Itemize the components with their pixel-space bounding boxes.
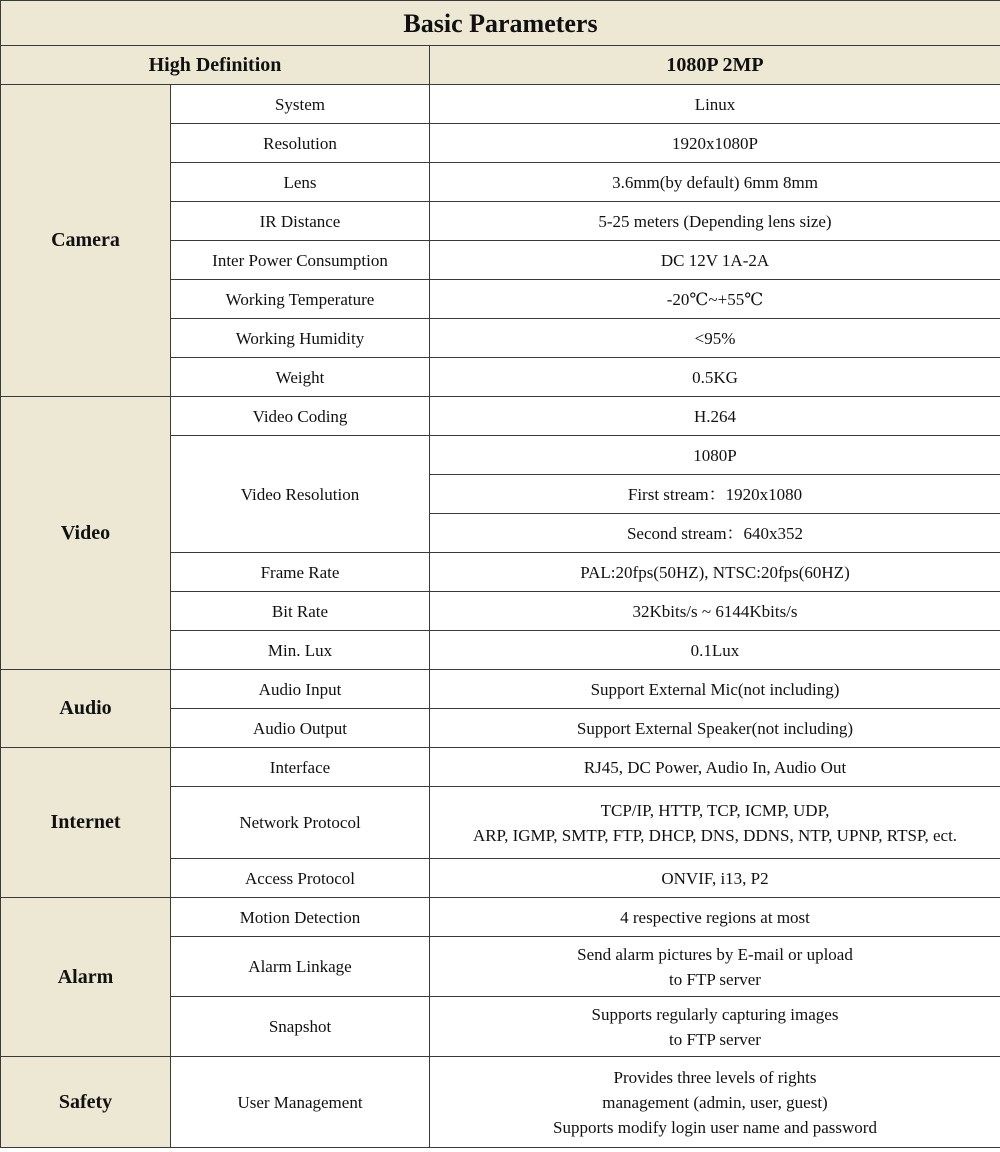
- param-value: Second stream：640x352: [430, 514, 1000, 553]
- value-line: TCP/IP, HTTP, TCP, ICMP, UDP,: [600, 800, 830, 820]
- table-title: Basic Parameters: [1, 1, 1000, 46]
- param-value: First stream：1920x1080: [430, 475, 1000, 514]
- category-video: Video: [1, 397, 171, 670]
- param-label: User Management: [171, 1057, 430, 1148]
- param-value: PAL:20fps(50HZ), NTSC:20fps(60HZ): [430, 553, 1000, 592]
- value-line: to FTP server: [669, 1029, 761, 1049]
- value-line: Supports modify login user name and password: [553, 1117, 877, 1137]
- param-label: Min. Lux: [171, 631, 430, 670]
- param-label: Interface: [171, 748, 430, 787]
- param-value: -20℃~+55℃: [430, 280, 1000, 319]
- param-label: Video Resolution: [171, 436, 430, 553]
- param-value: 5-25 meters (Depending lens size): [430, 202, 1000, 241]
- param-value: 32Kbits/s ~ 6144Kbits/s: [430, 592, 1000, 631]
- param-value: Support External Speaker(not including): [430, 709, 1000, 748]
- category-camera: Camera: [1, 85, 171, 397]
- param-label: Working Humidity: [171, 319, 430, 358]
- table-row: [1, 85, 1000, 124]
- param-value: [430, 787, 1000, 859]
- param-label: Alarm Linkage: [171, 937, 430, 997]
- value-line: Provides three levels of rights: [613, 1067, 817, 1087]
- param-label: Weight: [171, 358, 430, 397]
- table-row: [1, 397, 1000, 436]
- value-line: to FTP server: [669, 969, 761, 989]
- table-row: [1, 898, 1000, 937]
- header-row: [1, 46, 1000, 85]
- param-label: Lens: [171, 163, 430, 202]
- param-value: 0.5KG: [430, 358, 1000, 397]
- param-label: Inter Power Consumption: [171, 241, 430, 280]
- param-value: <95%: [430, 319, 1000, 358]
- param-value: ONVIF, i13, P2: [430, 859, 1000, 898]
- param-value: [430, 997, 1000, 1057]
- table-row: [1, 748, 1000, 787]
- param-value: Support External Mic(not including): [430, 670, 1000, 709]
- param-label: Audio Input: [171, 670, 430, 709]
- value-line: Supports regularly capturing images: [591, 1004, 839, 1024]
- param-value: RJ45, DC Power, Audio In, Audio Out: [430, 748, 1000, 787]
- table-row: [1, 670, 1000, 709]
- param-value: H.264: [430, 397, 1000, 436]
- param-label: Working Temperature: [171, 280, 430, 319]
- param-label: System: [171, 85, 430, 124]
- param-value: 0.1Lux: [430, 631, 1000, 670]
- param-value: 4 respective regions at most: [430, 898, 1000, 937]
- title-row: [1, 1, 1000, 46]
- param-label: Audio Output: [171, 709, 430, 748]
- header-right: 1080P 2MP: [430, 46, 1000, 85]
- param-label: Frame Rate: [171, 553, 430, 592]
- param-label: Network Protocol: [171, 787, 430, 859]
- header-left: High Definition: [1, 46, 430, 85]
- table-row: [1, 1057, 1000, 1148]
- category-alarm: Alarm: [1, 898, 171, 1057]
- param-value: 1080P: [430, 436, 1000, 475]
- param-value: DC 12V 1A-2A: [430, 241, 1000, 280]
- param-value: 1920x1080P: [430, 124, 1000, 163]
- param-label: Video Coding: [171, 397, 430, 436]
- param-label: Snapshot: [171, 997, 430, 1057]
- value-line: management (admin, user, guest): [602, 1092, 828, 1112]
- param-value: [430, 937, 1000, 997]
- category-audio: Audio: [1, 670, 171, 748]
- category-safety: Safety: [1, 1057, 171, 1148]
- param-label: Motion Detection: [171, 898, 430, 937]
- param-value: Linux: [430, 85, 1000, 124]
- value-line: Send alarm pictures by E-mail or upload: [577, 944, 853, 964]
- param-label: Resolution: [171, 124, 430, 163]
- param-label: Bit Rate: [171, 592, 430, 631]
- param-value: 3.6mm(by default) 6mm 8mm: [430, 163, 1000, 202]
- category-internet: Internet: [1, 748, 171, 898]
- param-label: Access Protocol: [171, 859, 430, 898]
- param-label: IR Distance: [171, 202, 430, 241]
- value-line: ARP, IGMP, SMTP, FTP, DHCP, DNS, DDNS, NTP, UPNP, RTSP, ect.: [472, 825, 958, 845]
- param-value: [430, 1057, 1000, 1148]
